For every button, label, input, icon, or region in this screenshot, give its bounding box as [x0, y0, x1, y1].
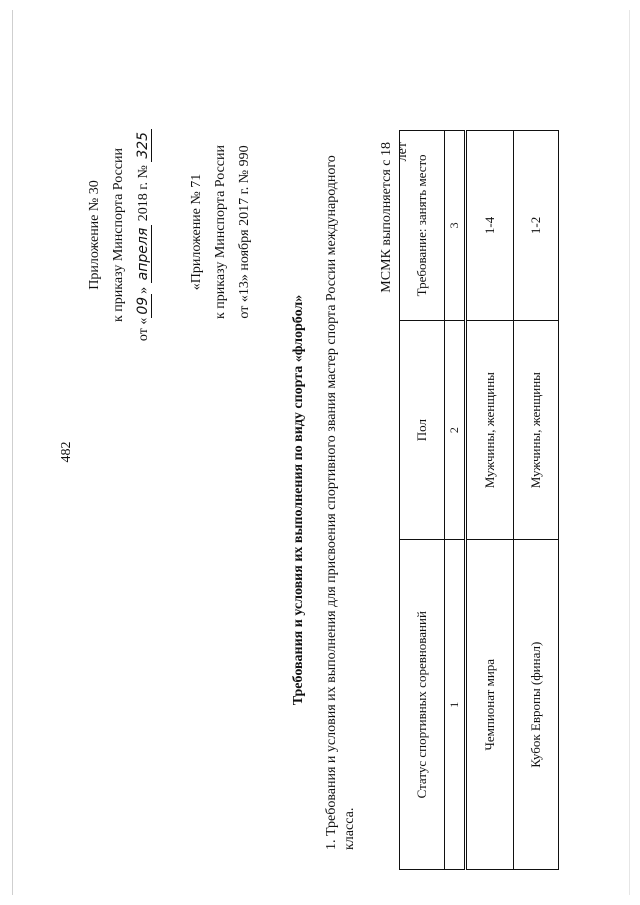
cell-place: 1-4: [466, 131, 513, 321]
year-text: 2018 г. №: [136, 165, 151, 222]
page-number: 482: [59, 441, 74, 463]
order-reference: к приказу Минспорта России: [111, 148, 126, 322]
document-title: Требования и условия их выполнения по виду спорта «флорбол»: [291, 294, 306, 706]
cell-gender: Мужчины, женщины: [513, 320, 558, 540]
date-prefix: от «: [136, 317, 151, 342]
previous-order-reference: к приказу Минспорта России: [213, 145, 228, 319]
table-header-row: [400, 131, 445, 870]
handwritten-number: 325: [135, 129, 152, 162]
header-place: Требование: занять место: [400, 131, 445, 321]
cell-status: Кубок Европы (финал): [513, 540, 558, 870]
rotated-content: [53, 110, 573, 890]
table-row: [513, 131, 558, 870]
cell-gender: Мужчины, женщины: [466, 320, 513, 540]
header-gender: Пол: [400, 320, 445, 540]
date-mid: »: [136, 286, 151, 294]
previous-order-date: от «13» ноября 2017 г. № 990: [237, 145, 252, 319]
requirements-table: [399, 130, 559, 870]
requirements-paragraph: 1. Требования и условия их выполнения для присвоения спортивного звания мастер спорта России международного класса.: [324, 155, 357, 850]
table-number-row: [445, 131, 466, 870]
previous-appendix: [185, 122, 257, 342]
handwritten-month: апреля: [135, 225, 152, 284]
column-number: 3: [445, 131, 466, 321]
appendix-number: Приложение № 30: [87, 180, 102, 290]
appendix-header: [83, 120, 156, 350]
previous-appendix-number: «Приложение № 71: [189, 173, 204, 291]
document-page: [12, 10, 630, 895]
cell-place: 1-2: [513, 131, 558, 321]
age-note: МСМК выполняется с 18 лет: [379, 142, 410, 293]
column-number: 1: [445, 540, 466, 870]
handwritten-day: 09: [135, 294, 152, 318]
header-status: Статус спортивных соревнований: [400, 540, 445, 870]
table-row: [466, 131, 513, 870]
column-number: 2: [445, 320, 466, 540]
order-date-line: [131, 120, 156, 350]
cell-status: Чемпионат мира: [466, 540, 513, 870]
